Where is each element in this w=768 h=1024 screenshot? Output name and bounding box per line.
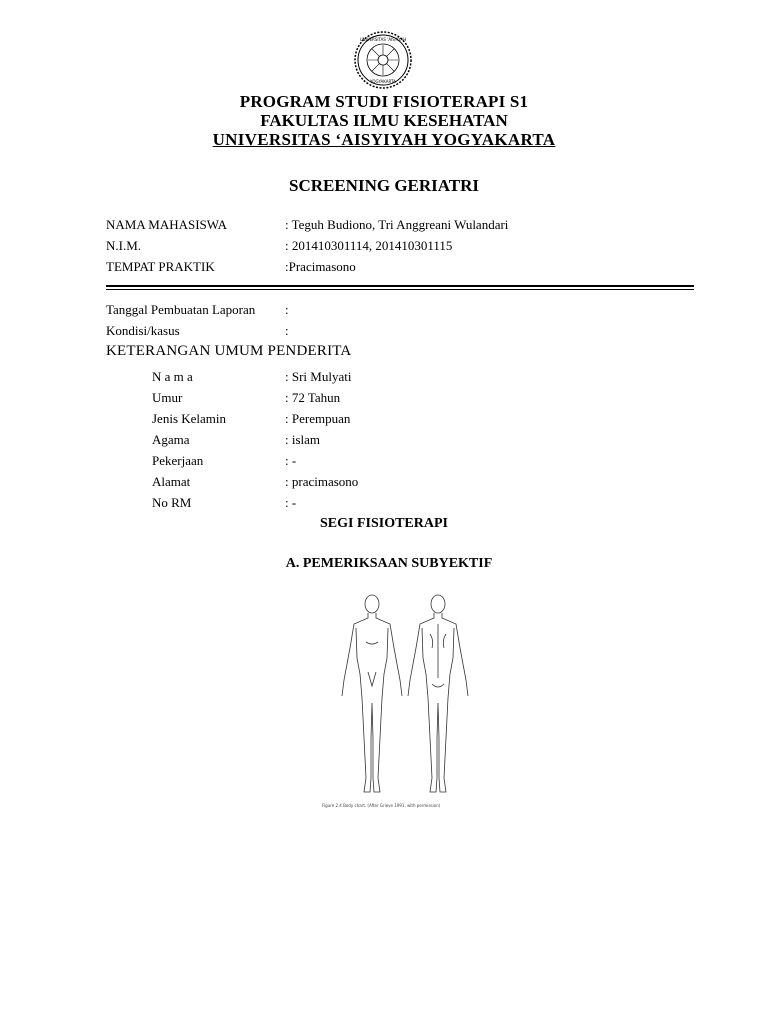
- student-label: N.I.M.: [106, 238, 142, 253]
- student-label: NAMA MAHASISWA: [106, 217, 227, 232]
- figure-caption: Figure 2.4 Body chart. (After Grieve 1991, with permission): [322, 803, 441, 808]
- patient-value: : islam: [285, 432, 321, 447]
- back-body-outline: [408, 595, 468, 792]
- student-label: TEMPAT PRAKTIK: [106, 259, 215, 274]
- double-rule-thick: [106, 285, 694, 287]
- patient-label: Umur: [152, 390, 183, 405]
- double-rule-thin: [106, 289, 694, 290]
- logo-text-bottom: YOGYAKARTA: [370, 79, 396, 84]
- report-label: Kondisi/kasus: [106, 323, 180, 338]
- report-value: :: [285, 323, 289, 338]
- patient-label: Pekerjaan: [152, 453, 204, 468]
- student-value: :Pracimasono: [285, 259, 356, 274]
- front-body-outline: [342, 595, 402, 792]
- student-value: : 201410301114, 201410301115: [285, 238, 453, 253]
- logo-text-top: UNIVERSITAS 'AISYIYAH: [359, 37, 407, 42]
- patient-value: : Sri Mulyati: [285, 369, 352, 384]
- patient-value: : -: [285, 495, 297, 510]
- patient-value: : 72 Tahun: [285, 390, 341, 405]
- header-faculty: FAKULTAS ILMU KESEHATAN: [260, 111, 508, 130]
- student-value: : Teguh Budiono, Tri Anggreani Wulandari: [285, 217, 509, 232]
- header-program: PROGRAM STUDI FISIOTERAPI S1: [239, 92, 529, 111]
- report-label: Tanggal Pembuatan Laporan: [106, 302, 256, 317]
- pemeriksaan-subyektif-heading: A. PEMERIKSAAN SUBYEKTIF: [285, 556, 493, 571]
- patient-label: Agama: [152, 432, 190, 447]
- header-university: UNIVERSITAS ‘AISYIYAH YOGYAKARTA: [212, 130, 556, 149]
- university-seal-logo: [343, 30, 423, 90]
- patient-section-title: KETERANGAN UMUM PENDERITA: [106, 343, 352, 359]
- segi-fisioterapi-heading: SEGI FISIOTERAPI: [320, 516, 448, 531]
- report-value: :: [285, 302, 289, 317]
- patient-label: Jenis Kelamin: [152, 411, 227, 426]
- patient-label: No RM: [152, 495, 192, 510]
- document-title: SCREENING GERIATRI: [288, 176, 480, 195]
- patient-value: : pracimasono: [285, 474, 359, 489]
- patient-value: : -: [285, 453, 297, 468]
- patient-value: : Perempuan: [285, 411, 351, 426]
- patient-label: Alamat: [152, 474, 191, 489]
- body-chart-figure: [320, 588, 480, 810]
- patient-label: N a m a: [152, 369, 193, 384]
